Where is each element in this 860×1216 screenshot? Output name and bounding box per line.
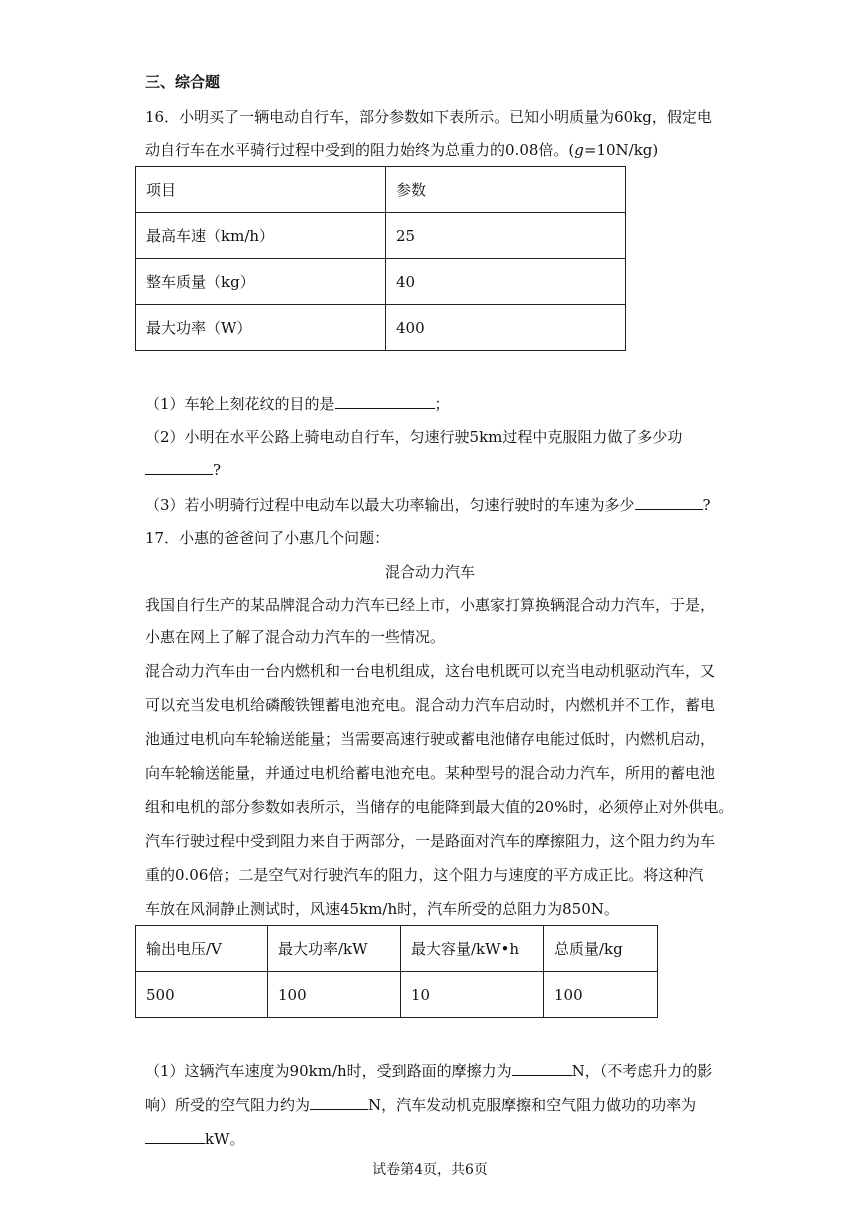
q17-intro: 17．小惠的爸爸问了小惠几个问题： (145, 529, 390, 547)
q16-intro-line-2 (145, 140, 658, 160)
battery-parameter-table (135, 925, 658, 1018)
table-row (136, 259, 626, 305)
table-cell: 最高车速（km/h） (136, 213, 386, 259)
article-line: 我国自行生产的某品牌混合动力汽车已经上市，小惠家打算换辆混合动力汽车，于是， (145, 596, 716, 614)
answer-blank[interactable] (635, 494, 703, 510)
bike-parameter-table (135, 166, 626, 351)
table-cell: 10 (401, 972, 544, 1018)
q16-part-2-answer (145, 459, 221, 480)
table-cell: 400 (386, 305, 626, 351)
answer-blank[interactable] (310, 1094, 368, 1110)
table-cell: 100 (544, 972, 658, 1018)
q16-part-3-end: ? (702, 496, 711, 514)
table-header-cell: 输出电压/V (136, 926, 268, 972)
table-cell: 40 (386, 259, 626, 305)
q16-part-1 (145, 393, 450, 414)
article-line: 小惠在网上了解了混合动力汽车的一些情况。 (145, 628, 446, 646)
answer-blank[interactable] (512, 1060, 572, 1076)
article-line: 汽车行驶过程中受到阻力来自于两部分，一是路面对汽车的摩擦阻力，这个阻力约为车 (145, 832, 716, 850)
article-line: 混合动力汽车由一台内燃机和一台电机组成，这台电机既可以充当电动机驱动汽车，又 (145, 662, 716, 680)
q17-part-1-text: N，（不考虑升力的影 (571, 1062, 713, 1080)
table-header-cell: 最大容量/kW•h (401, 926, 544, 972)
q16-intro-text: 动自行车在水平骑行过程中受到的阻力始终为总重力的0.08倍。( (145, 141, 575, 159)
article-title: 混合动力汽车 (384, 563, 475, 581)
q16-part-1-text: （1）车轮上刻花纹的目的是 (145, 395, 335, 413)
table-header-cell: 总质量/kg (544, 926, 658, 972)
table-header-row (136, 167, 626, 213)
article-line: 重的0.06倍；二是空气对行驶汽车的阻力，这个阻力与速度的平方成正比。将这种汽 (145, 866, 704, 884)
table-header-row (136, 926, 658, 972)
table-header-cell: 项目 (136, 167, 386, 213)
table-cell: 100 (268, 972, 401, 1018)
article-line: 可以充当发电机给磷酸铁锂蓄电池充电。混合动力汽车启动时，内燃机并不工作，蓄电 (145, 696, 716, 714)
article-line: 车放在风洞静止测试时，风速45km/h时，汽车所受的总阻力为850N。 (145, 900, 619, 918)
q16-intro-gravity-value: =10N/kg) (583, 141, 659, 159)
q16-intro-line-1: 16．小明买了一辆电动自行车，部分参数如下表所示。已知小明质量为60kg，假定电 (145, 108, 712, 126)
section-title: 三、综合题 (145, 73, 221, 91)
table-row (136, 305, 626, 351)
q16-part-2-end: ? (213, 461, 222, 479)
q16-part-3 (145, 494, 711, 515)
table-row (136, 972, 658, 1018)
article-line: 组和电机的部分参数如表所示，当储存的电能降到最大值的20%时，必须停止对外供电。 (145, 798, 734, 816)
q16-part-1-end: ； (434, 395, 450, 413)
answer-blank[interactable] (145, 459, 213, 475)
q17-part-1-text: N，汽车发动机克服摩擦和空气阻力做功的功率为 (368, 1096, 697, 1114)
q17-part-1-line-1 (145, 1060, 712, 1081)
q16-part-3-text: （3）若小明骑行过程中电动车以最大功率输出，匀速行驶时的车速为多少 (145, 496, 635, 514)
article-line: 池通过电机向车轮输送能量；当需要高速行驶或蓄电池储存电能过低时，内燃机启动， (145, 730, 716, 748)
answer-blank[interactable] (145, 1128, 205, 1144)
q17-part-1-unit: kW。 (205, 1130, 245, 1148)
table-header-cell: 参数 (386, 167, 626, 213)
q17-part-1-line-3 (145, 1128, 245, 1149)
table-cell: 最大功率（W） (136, 305, 386, 351)
answer-blank[interactable] (335, 393, 435, 409)
article-line: 向车轮输送能量，并通过电机给蓄电池充电。某种型号的混合动力汽车，所用的蓄电池 (145, 764, 716, 782)
page-footer: 试卷第4页，共6页 (372, 1162, 488, 1178)
q17-part-1-text: （1）这辆汽车速度为90km/h时，受到路面的摩擦力为 (145, 1062, 512, 1080)
gravity-symbol: g (574, 141, 584, 159)
table-header-cell: 最大功率/kW (268, 926, 401, 972)
table-cell: 500 (136, 972, 268, 1018)
q16-part-2: （2）小明在水平公路上骑电动自行车，匀速行驶5km过程中克服阻力做了多少功 (145, 428, 683, 446)
table-cell: 25 (386, 213, 626, 259)
q17-part-1-line-2 (145, 1094, 696, 1115)
table-row (136, 213, 626, 259)
q17-part-1-text: 响）所受的空气阻力约为 (145, 1096, 311, 1114)
table-cell: 整车质量（kg） (136, 259, 386, 305)
